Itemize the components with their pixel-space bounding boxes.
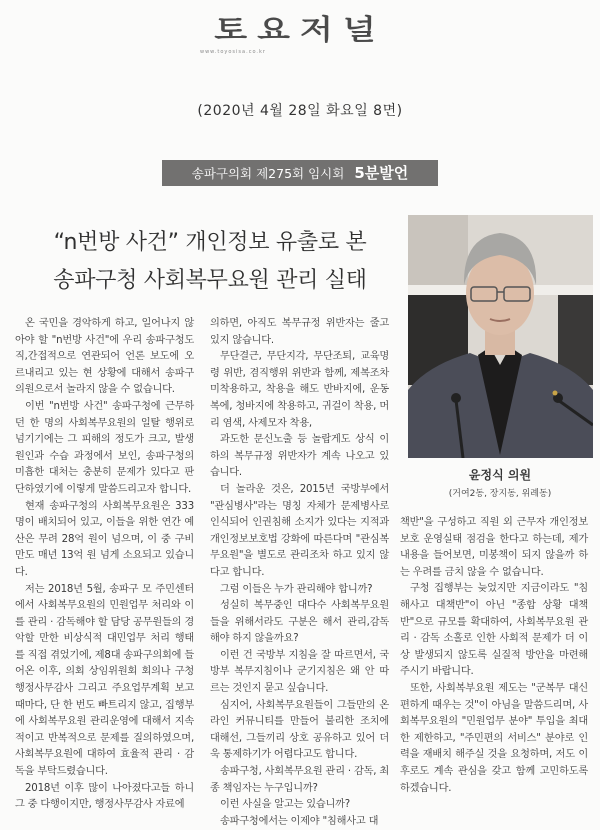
paragraph: 온 국민을 경악하게 하고, 일어나지 않아야 할 "n번방 사건"에 우리 송파구청도 직,간접적으로 연관되어 언론 보도에 오르내리고 있는 현 상황에 대해서 송파구 의원으로서 놀라지 않을 수 없습니다. xyxy=(15,318,194,396)
paragraph: 책반"을 구성하고 직원 외 근무자 개인정보보호 운영실태 점검을 한다고 하는데, 제가 내용을 들어보면, 미봉책이 되지 않을까 하는 우려를 금치 않을 수 없습니다. xyxy=(400,517,588,578)
councilor-name: 윤정식 의원 xyxy=(468,468,532,482)
paragraph: 성실히 복무중인 대다수 사회복무요원들을 위해서라도 구분은 해서 관리,감독해야 하지 않을까요? xyxy=(210,600,389,645)
councilor-district: (거여2동, 장지동, 위례동) xyxy=(448,489,552,499)
paragraph: 이런 사실을 알고는 있습니까? xyxy=(220,799,351,811)
paragraph: 이번 "n번방 사건" 송파구청에 근무하던 한 명의 사회복무요원의 일탈 행위로 넘기기에는 그 피해의 정도가 크고, 발생 원인과 수습 과정에서 보인, 송파구청의 미흡한 대처는 충분히 문제가 있다고 판단하였기에 이렇게 말씀드리고자 합니다. xyxy=(15,400,194,495)
paragraph: 더 놀라운 것은, 2015년 국방부에서 "관심병사"라는 명칭 자체가 문제병사로 인식되어 인권침해 소지가 있다는 지적과 개인정보보호법 강화에 따른다며 "관심복무요원"을 별도로 관리조차 하고 있지 않다고 합니다. xyxy=(210,483,389,578)
paragraph: 과도한 문신노출 등 놀랍게도 상식 이하의 복무규정 위반자가 계속 나오고 있습니다. xyxy=(210,434,389,479)
headline-line-2: 송파구청 사회복무요원 관리 실태 xyxy=(53,268,367,293)
paragraph: 2018년 이후 많이 나아졌다고들 하니 그 중 다행이지만, 행정사무감사 자료에 xyxy=(15,782,194,811)
masthead-url: www.toyosisa.co.kr xyxy=(200,49,266,55)
article-column-1 xyxy=(15,316,194,814)
paragraph: 송파구청에서는 이제야 "침해사고 대 xyxy=(220,815,379,827)
masthead-title: 토요저널 xyxy=(214,13,386,47)
paragraph: 또한, 사회복부요원 제도는 "군복무 대신 편하게 때우는 것"이 아님을 말씀드리며, 사회복무요원의 "민원업무 분야" 투입을 최대한 제한하고, "주민편의 서비스" 분야로 인력을 재배치 해주실 것을 요청하며, 저도 이후로도 계속 관심을 갖고 함께 고민하도록 하겠습니다. xyxy=(400,682,588,794)
paragraph: 무단결근, 무단지각, 무단조퇴, 교육명령 위반, 겸직행위 위반과 함께, 제복조차 미착용하고, 착용을 해도 반바지에, 운동복에, 청바지에 착용하고, 귀걸이 착용, 머리 염색, 사제모자 착용, xyxy=(210,351,389,429)
banner-session: 송파구의회 제275회 임시회 xyxy=(191,166,345,181)
paragraph: 구청 집행부는 늦었지만 지금이라도 "침해사고 대책반"이 아닌 "종합 상황 대책반"으로 규모를 확대하여, 사회복무요원 관리 · 감독 소홀로 인한 사회적 문제가 더 이상 발생되지 않도록 실질적 방안을 마련해 주시기 바랍니다. xyxy=(400,583,588,678)
paragraph: 저는 2018년 5월, 송파구 모 주민센터에서 사회복무요원의 민원업무 처리와 이를 관리 · 감독해야 할 담당 공무원들의 경악할 만한 비상식적 대민업무 처리 행태를 직접 겪었기에, 제8대 송파구의회에 들어온 이후, 의회 상임위원회 회의나 구청 행정사무감사 그리고 주요업무계획 보고 때마다, 단 한 번도 빠트리지 않고, 집행부에 사회복무요원 관리운영에 대해서 지속적이고 반복적으로 문제를 질의하였으며, 사회복무요원에 대하여 효율적 관리 · 감독을 부탁드렸습니다. xyxy=(15,583,194,778)
article-column-3 xyxy=(400,515,588,797)
paragraph: 의하면, 아직도 복무규정 위반자는 줄고 있지 않습니다. xyxy=(210,318,389,346)
paragraph: 그럼 이들은 누가 관리해야 합니까? xyxy=(220,583,373,595)
paragraph: 현재 송파구청의 사회복무요원은 333명이 배치되어 있고, 이들을 위한 연간 예산은 무려 28억 원이 넘으며, 이 중 구비만도 매년 13억 원 넘게 소요되고 있습니다. xyxy=(15,500,194,578)
publication-dateline: (2020년 4월 28일 화요일 8면) xyxy=(197,103,403,119)
section-banner xyxy=(162,160,438,186)
paragraph: 이런 건 국방부 지침을 잘 따르면서, 국방부 복무지침이나 군기지침은 왜 안 따르는 것인지 묻고 싶습니다. xyxy=(210,649,389,695)
paragraph: 송파구청, 사회복무요원 관리 · 감독, 최종 책임자는 누구입니까? xyxy=(210,766,389,794)
portrait-illustration xyxy=(408,215,593,458)
article-headline xyxy=(40,224,380,300)
councilor-photo xyxy=(408,215,593,458)
newspaper-masthead xyxy=(192,12,408,58)
article-column-2 xyxy=(210,316,389,830)
banner-type: 5분발언 xyxy=(354,164,409,182)
paragraph: 심지어, 사회복무요원들이 그들만의 온라인 커뮤니티를 만들어 불리한 조치에 대해선, 그들끼리 상호 공유하고 있어 더욱 통제하기가 어렵다고도 합니다. xyxy=(210,699,389,761)
headline-line-1: “n번방 사건” 개인정보 유출로 본 xyxy=(53,230,367,255)
photo-caption xyxy=(400,466,600,499)
